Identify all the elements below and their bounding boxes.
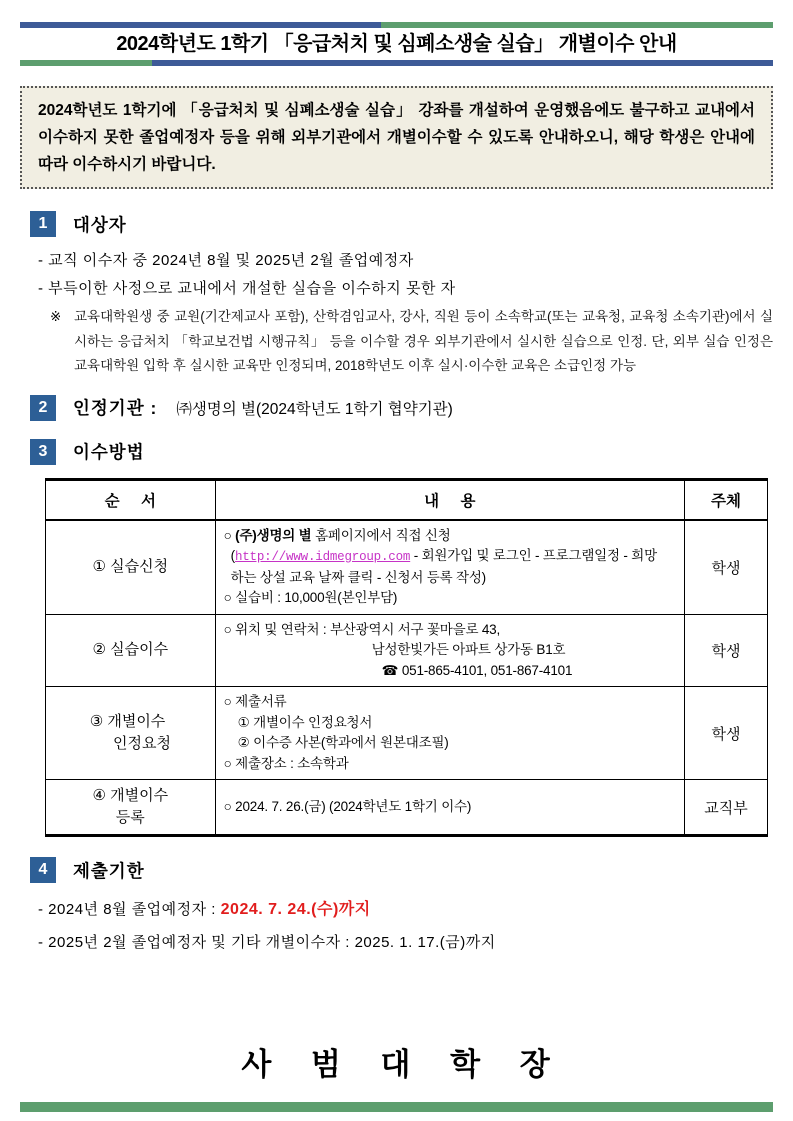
agent-cell: 학생 <box>684 687 767 780</box>
institution-value: ㈜생명의 별(2024학년도 1학기 협약기관) <box>176 400 453 418</box>
table-row <box>46 780 768 836</box>
footer-bar <box>20 1102 773 1112</box>
column-header-agent: 주체 <box>684 479 767 520</box>
content-cell: ○ 제출서류 ① 개별이수 인정요청서 ② 이수증 사본(학과에서 원본대조필) ○ 제출장소 : 소속학과 <box>215 687 684 780</box>
note-text: 교육대학원생 중 교원(기간제교사 포함), 산학겸임교사, 강사, 직원 등이 소속학교(또는 교육청, 교육청 소속기관)에서 실시하는 응급처치 「학교보건법 시행규칙」 등을 이수할 경우 외부기관에서 실시한 실습으로 인정. 단, 외부 실습 인정은 교육대학원 입학 후 실시한 교육만 인정되며, 2018학년도 이후 실시·이수한 교육은 소급인정 가능 <box>74 309 773 373</box>
step-cell: ① 실습신청 <box>46 520 216 615</box>
agent-cell: 교직부 <box>684 780 767 836</box>
method-table <box>45 478 768 838</box>
banner-bar-top-green <box>381 22 773 28</box>
dean-signature: 사 범 대 학 장 <box>241 1047 552 1082</box>
phone-line: ☎ 051-865-4101, 051-867-4101 <box>381 662 573 678</box>
section-deadline <box>20 857 773 959</box>
section-institution-heading <box>30 395 773 421</box>
idmegroup-link[interactable]: http://www.idmegroup.com <box>234 550 411 564</box>
step-cell: ④ 개별이수 등록 <box>46 780 216 836</box>
section-number-badge: 2 <box>30 395 56 421</box>
note-marker: ※ <box>50 309 62 324</box>
section-title: 제출기한 <box>73 860 145 881</box>
company-name: (주)생명의 별 <box>235 527 312 543</box>
content-cell: ○ 2024. 7. 26.(금) (2024학년도 1학기 이수) <box>215 780 684 836</box>
table-header-row <box>46 479 768 520</box>
list-item: - 2025년 2월 졸업예정자 및 기타 개별이수자 : 2025. 1. 17.(금)까지 <box>38 934 496 951</box>
list-item: - 2024년 8월 졸업예정자 : 2024. 7. 24.(수)까지 <box>38 901 371 918</box>
section-number-badge: 3 <box>30 439 56 465</box>
content-cell: ○ (주)생명의 별 홈페이지에서 직접 신청 (http://www.idmegroup.com - 회원가입 및 로그인 - 프로그램일정 - 희망 하는 상설 교육 날짜 클릭 - 신청서 등록 작성) ○ 실습비 : 10,000원(본인부담) <box>215 520 684 615</box>
section-institution <box>20 395 773 421</box>
banner-bar-top <box>20 22 773 28</box>
content-cell: ○ 위치 및 연락처 : 부산광역시 서구 꽃마을로 43, 남성한빛가든 아파트 상가동 B1호 ☎ 051-865-4101, 051-867-4101 <box>215 614 684 687</box>
banner-bar-top-blue <box>20 22 381 28</box>
section-method-heading <box>30 439 773 465</box>
agent-cell: 학생 <box>684 614 767 687</box>
step-cell: ② 실습이수 <box>46 614 216 687</box>
notice-text: 2024학년도 1학기에 「응급처치 및 심폐소생술 실습」 강좌를 개설하여 운영했음에도 불구하고 교내에서 이수하지 못한 졸업예정자 등을 위해 외부기관에서 개별이수할 수 있도록 안내하오니, 해당 학생은 안내에 따라 이수하시기 바랍니다. <box>38 102 755 173</box>
banner-bar-bottom-green <box>20 60 152 66</box>
table-row <box>46 520 768 615</box>
section-title: 이수방법 <box>73 442 145 462</box>
target-note <box>20 305 773 379</box>
title-banner <box>20 22 773 66</box>
section-target-heading <box>30 211 773 237</box>
banner-bar-bottom-blue <box>152 60 773 66</box>
section-number-badge: 4 <box>30 857 56 883</box>
table-row <box>46 687 768 780</box>
section-title: 대상자 <box>73 214 127 235</box>
target-item-list <box>20 247 773 303</box>
table-row <box>46 614 768 687</box>
column-header-step: 순 서 <box>46 479 216 520</box>
page-title: 2024학년도 1학기 「응급처치 및 심폐소생술 실습」 개별이수 안내 <box>116 33 677 55</box>
section-number-badge: 1 <box>30 211 56 237</box>
step-cell: ③ 개별이수 인정요청 <box>46 687 216 780</box>
list-item: - 부득이한 사정으로 교내에서 개설한 실습을 이수하지 못한 자 <box>38 280 456 297</box>
notice-box <box>20 86 773 189</box>
banner-bar-bottom <box>20 60 773 66</box>
section-method <box>20 439 773 838</box>
section-title: 인정기관 : <box>73 398 158 418</box>
section-target <box>20 211 773 379</box>
deadline-highlight: 2024. 7. 24.(수)까지 <box>220 901 371 918</box>
list-item: - 교직 이수자 중 2024년 8월 및 2025년 2월 졸업예정자 <box>38 252 414 269</box>
section-deadline-heading <box>30 857 773 883</box>
agent-cell: 학생 <box>684 520 767 615</box>
column-header-content: 내 용 <box>215 479 684 520</box>
deadline-item-list <box>20 893 773 959</box>
